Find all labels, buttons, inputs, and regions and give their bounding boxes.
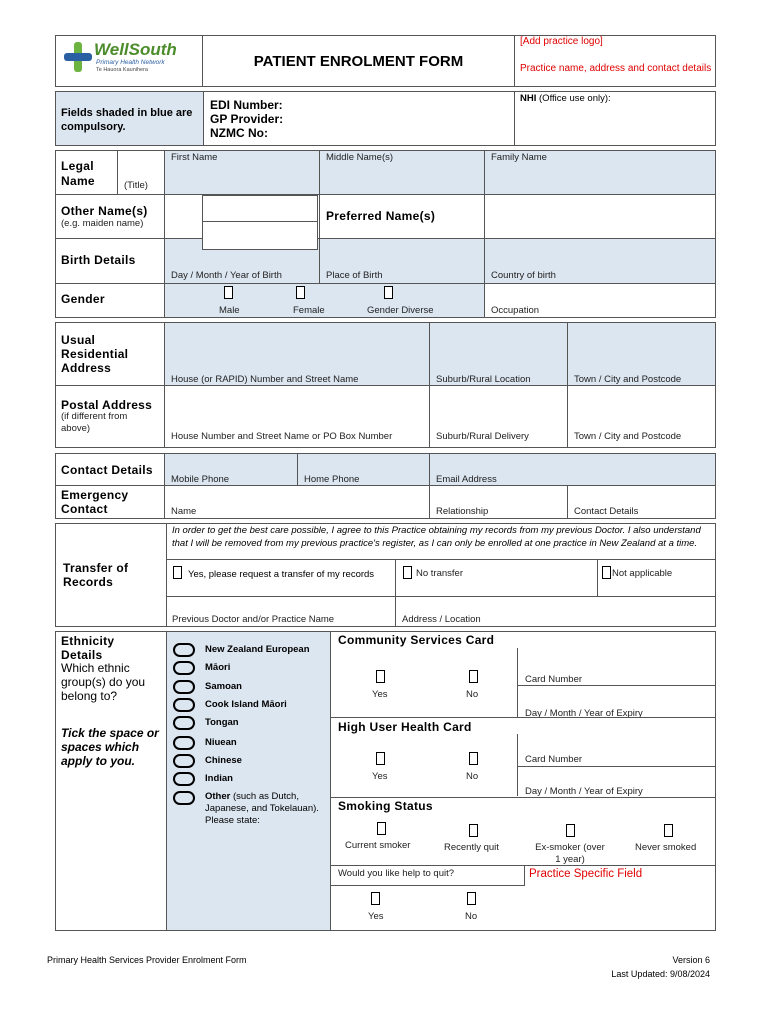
form-title: PATIENT ENROLMENT FORM — [253, 53, 464, 70]
eth-maori-label: Māori — [205, 662, 231, 673]
no-transfer-label: No transfer — [416, 568, 463, 579]
nzmc-number: NZMC No: — [210, 126, 268, 140]
residential-suburb-label: Suburb/Rural Location — [436, 374, 531, 385]
not-applicable-checkbox[interactable] — [602, 566, 611, 579]
postal-house-label: House Number and Street Name or PO Box Number — [171, 431, 393, 442]
postal-address-label: Postal Address — [61, 398, 153, 412]
recently-quit-label: Recently quit — [444, 842, 499, 853]
other-name-input[interactable] — [202, 195, 318, 250]
practice-specific-field: Practice Specific Field — [529, 868, 643, 880]
address-location-label: Address / Location — [402, 614, 481, 625]
legal-name-label: Legal Name — [61, 159, 95, 188]
eth-chinese-label: Chinese — [205, 755, 242, 766]
logo-tag: Te Hauora Kaunihera — [96, 67, 148, 73]
no-transfer-checkbox[interactable] — [403, 566, 412, 579]
eth-niuean-radio[interactable] — [173, 736, 195, 750]
huhc-yes-checkbox[interactable] — [376, 752, 385, 765]
help-yes-label: Yes — [368, 911, 384, 922]
eth-indian-radio[interactable] — [173, 772, 195, 786]
help-no-label: No — [465, 911, 478, 922]
country-of-birth-label: Country of birth — [491, 270, 556, 281]
eth-niuean-label: Niuean — [205, 737, 237, 748]
transfer-consent: In order to get the best care possible, I agree to this Practice obtaining my records from my previous Doctor. I also understand that I will be removed from my previous practice's register, as I can only be enrolled at one practice in New Zealand at a time. — [172, 525, 701, 549]
footer-updated: Last Updated: 9/08/2024 — [611, 969, 710, 979]
ex-smoker-checkbox[interactable] — [566, 824, 575, 837]
residential-town-label: Town / City and Postcode — [574, 374, 682, 385]
legal-name-fields — [164, 151, 715, 194]
csc-no-checkbox[interactable] — [469, 670, 478, 683]
preferred-name-label: Preferred Name(s) — [326, 209, 436, 223]
practice-details: Practice name, address and contact details — [520, 63, 712, 74]
eth-maori-radio[interactable] — [173, 661, 195, 675]
help-yes-checkbox[interactable] — [371, 892, 380, 905]
eth-nz-european-radio[interactable] — [173, 643, 195, 657]
never-smoked-checkbox[interactable] — [664, 824, 673, 837]
family-name-label: Family Name — [491, 152, 547, 163]
help-to-quit-label: Would you like help to quit? — [338, 868, 455, 879]
huhc-yes-label: Yes — [372, 771, 388, 782]
current-smoker-label: Current smoker — [345, 840, 411, 851]
eth-other-radio[interactable] — [173, 791, 195, 805]
ethnicity-instruction: Tick the space or spaces which apply to you. — [61, 726, 159, 768]
eth-indian-label: Indian — [205, 773, 233, 784]
logo-sub: Primary Health Network — [96, 59, 165, 66]
eth-tongan-radio[interactable] — [173, 716, 195, 730]
other-names-label: Other Name(s) — [61, 204, 148, 218]
gender-label: Gender — [61, 292, 105, 306]
wellsouth-logo — [62, 40, 192, 80]
contact-details-label: Contact Details — [61, 463, 153, 477]
huhc-expiry-label: Day / Month / Year of Expiry — [525, 786, 643, 797]
csc-yes-checkbox[interactable] — [376, 670, 385, 683]
eth-nz-european-label: New Zealand European — [205, 644, 310, 655]
eth-cook-island-label: Cook Island Māori — [205, 699, 287, 710]
first-name-label: First Name — [171, 152, 218, 163]
csc-yes-label: Yes — [372, 689, 388, 700]
emergency-name-label: Name — [171, 506, 197, 517]
eth-other-label: Other (such as Dutch, Japanese, and Tokelauan). Please state: — [205, 791, 319, 826]
not-applicable-label: Not applicable — [612, 568, 673, 579]
eth-tongan-label: Tongan — [205, 717, 239, 728]
eth-chinese-radio[interactable] — [173, 754, 195, 768]
csc-card-number-label: Card Number — [525, 674, 583, 685]
ethnicity-question: Which ethnic group(s) do you belong to? — [61, 661, 146, 703]
postal-suburb-label: Suburb/Rural Delivery — [436, 431, 529, 442]
residential-label: Usual Residential Address — [61, 333, 129, 375]
birth-details-label: Birth Details — [61, 253, 136, 267]
postal-town-label: Town / City and Postcode — [574, 431, 682, 442]
emergency-contact-label: Emergency Contact — [61, 488, 129, 516]
relationship-label: Relationship — [436, 506, 489, 517]
footer-version: Version 6 — [672, 955, 710, 965]
csc-heading: Community Services Card — [338, 633, 495, 647]
huhc-card-number-label: Card Number — [525, 754, 583, 765]
title-label: (Title) — [124, 180, 148, 191]
female-label: Female — [293, 305, 325, 316]
ex-smoker-label: Ex-smoker (over 1 year) — [535, 842, 605, 865]
female-checkbox[interactable] — [296, 286, 305, 299]
gp-provider: GP Provider: — [210, 112, 284, 126]
other-names-sub: (e.g. maiden name) — [61, 218, 144, 229]
csc-no-label: No — [466, 689, 479, 700]
previous-doctor-label: Previous Doctor and/or Practice Name — [172, 614, 335, 625]
smoking-heading: Smoking Status — [338, 799, 433, 813]
logo-name: WellSouth — [94, 40, 177, 59]
male-label: Male — [219, 305, 240, 316]
huhc-no-label: No — [466, 771, 479, 782]
logo-cross-icon — [64, 42, 92, 72]
eth-samoan-label: Samoan — [205, 681, 242, 692]
email-label: Email Address — [436, 474, 497, 485]
never-smoked-label: Never smoked — [635, 842, 697, 853]
occupation-label: Occupation — [491, 305, 540, 316]
practice-logo: [Add practice logo] — [520, 36, 603, 47]
csc-expiry-label: Day / Month / Year of Expiry — [525, 708, 643, 719]
ethnicity-heading: Ethnicity Details — [61, 634, 115, 662]
contact-details-sub-label: Contact Details — [574, 506, 639, 517]
current-smoker-checkbox[interactable] — [377, 822, 386, 835]
residential-house-label: House (or RAPID) Number and Street Name — [171, 374, 359, 385]
nhi-label: NHI (Office use only): — [520, 93, 611, 104]
huhc-no-checkbox[interactable] — [469, 752, 478, 765]
eth-samoan-radio[interactable] — [173, 680, 195, 694]
transfer-label: Transfer of Records — [63, 561, 129, 589]
male-checkbox[interactable] — [224, 286, 233, 299]
compulsory-note: Fields shaded in blue are compulsory. — [61, 107, 193, 133]
postal-address-sub: (if different from above) — [61, 411, 128, 434]
gender-diverse-label: Gender Diverse — [367, 305, 434, 316]
edi-number: EDI Number: — [210, 98, 283, 112]
place-of-birth-label: Place of Birth — [326, 270, 383, 281]
huhc-heading: High User Health Card — [338, 720, 472, 734]
footer-form-name: Primary Health Services Provider Enrolment Form — [47, 955, 247, 965]
help-no-checkbox[interactable] — [467, 892, 476, 905]
gender-diverse-checkbox[interactable] — [384, 286, 393, 299]
middle-name-label: Middle Name(s) — [326, 152, 394, 163]
transfer-yes-label: Yes, please request a transfer of my records — [188, 569, 375, 580]
recently-quit-checkbox[interactable] — [469, 824, 478, 837]
dob-label: Day / Month / Year of Birth — [171, 270, 282, 281]
eth-cook-island-radio[interactable] — [173, 698, 195, 712]
mobile-phone-label: Mobile Phone — [171, 474, 230, 485]
home-phone-label: Home Phone — [304, 474, 360, 485]
